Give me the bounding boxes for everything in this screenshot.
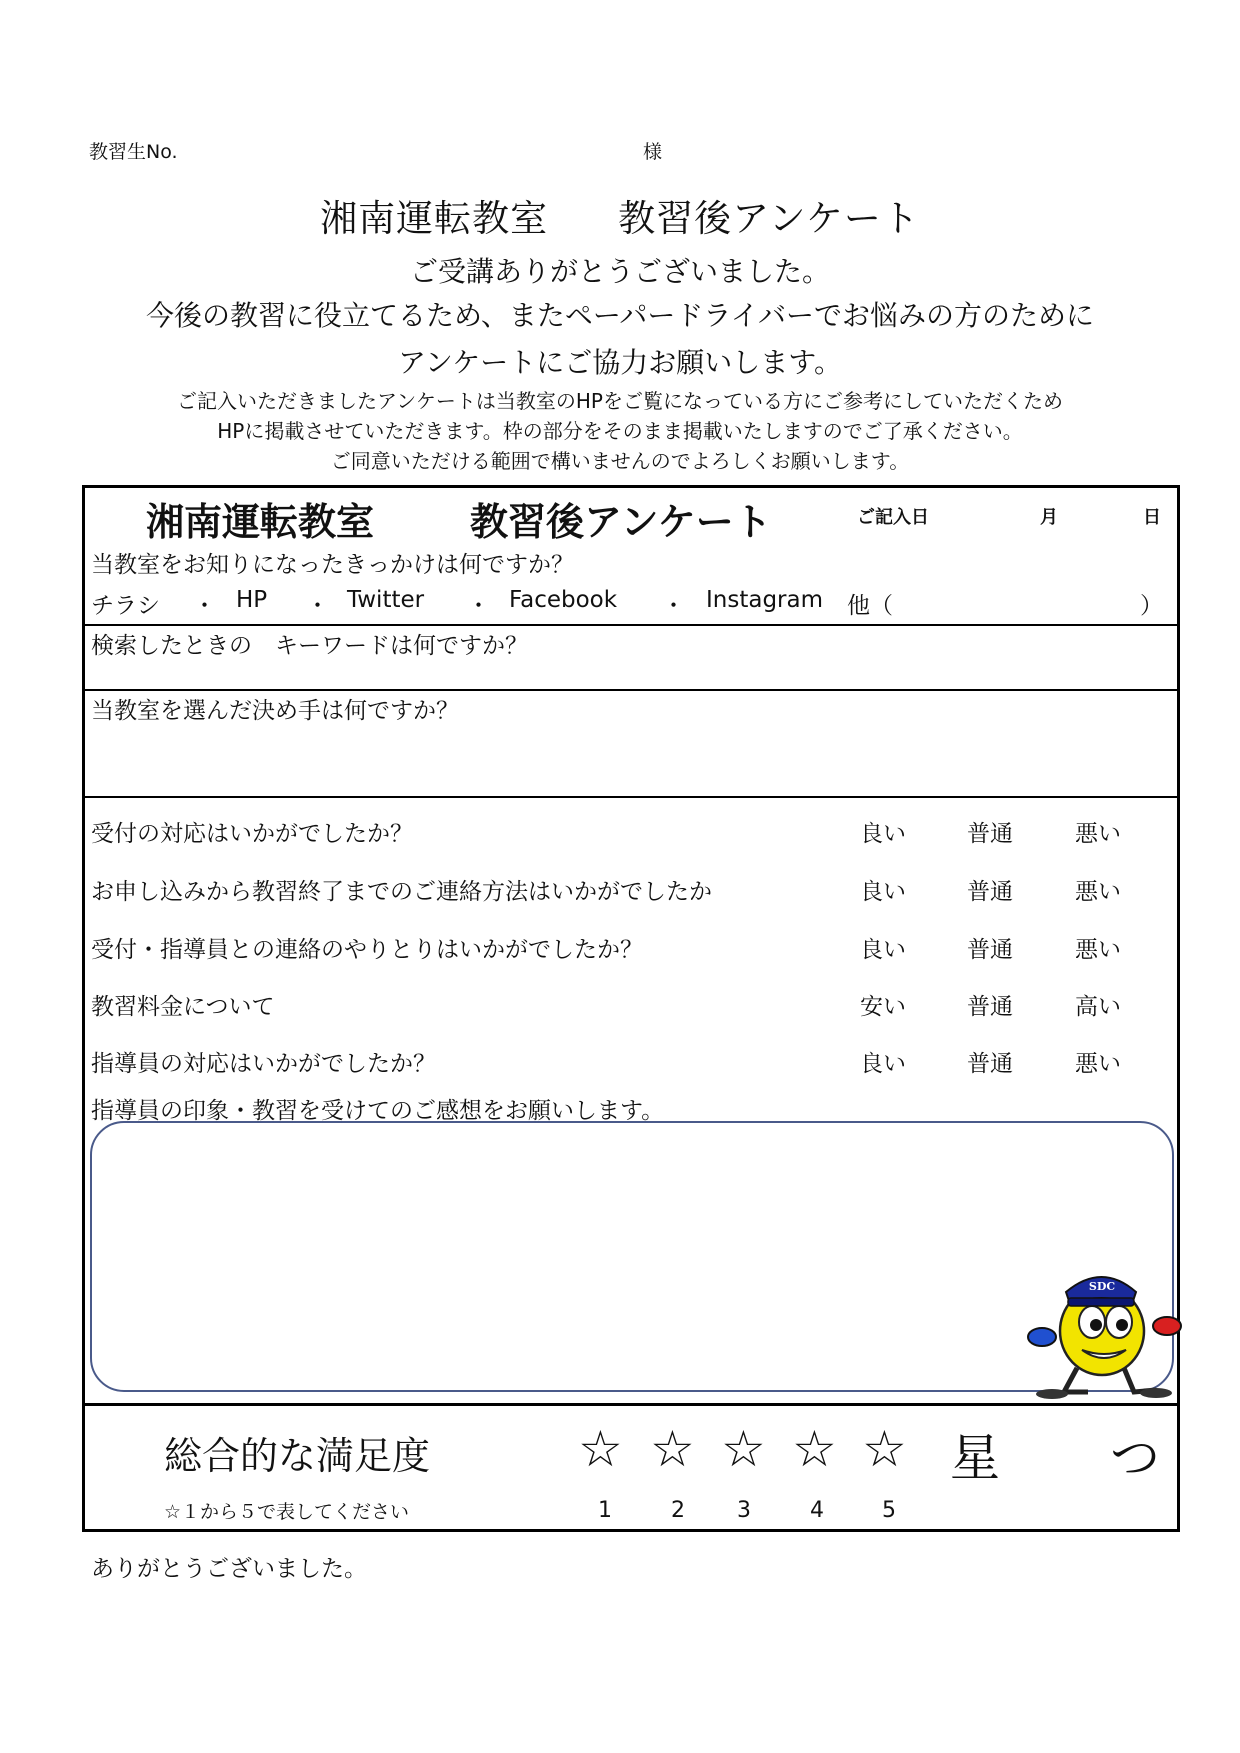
star-4[interactable]: ☆ xyxy=(792,1420,837,1478)
rating-option[interactable]: 普通 xyxy=(967,879,1013,905)
rating-option[interactable]: 悪い xyxy=(1075,821,1121,847)
rating-question: 指導員の対応はいかがでしたか？ xyxy=(91,1051,436,1077)
divider xyxy=(85,796,1177,798)
day-label: 日 xyxy=(1143,507,1161,528)
impression-comment-box[interactable] xyxy=(90,1121,1174,1392)
form-title-school: 湘南運転教室 xyxy=(146,500,375,544)
satisfaction-hint: ☆１から５で表してください xyxy=(164,1501,410,1523)
star-2[interactable]: ☆ xyxy=(650,1420,695,1478)
date-label: ご記入日 xyxy=(857,507,929,528)
star-number: 4 xyxy=(810,1498,824,1523)
intro-line-2: 今後の教習に役立てるため、またペーパードライバーでお悩みの方のために xyxy=(145,299,1095,332)
notice-line-3: ご同意いただける範囲で構いませんのでよろしくお願いします。 xyxy=(330,449,910,473)
question-source: 当教室をお知りになったきっかけは何ですか？ xyxy=(91,552,574,578)
star-number: 3 xyxy=(737,1498,751,1523)
source-option-instagram[interactable]: Instagram xyxy=(706,587,824,613)
divider xyxy=(85,689,1177,691)
thanks-footer: ありがとうございました。 xyxy=(91,1556,367,1582)
rating-question: 受付の対応はいかがでしたか？ xyxy=(91,821,413,847)
rating-option[interactable]: 普通 xyxy=(967,1051,1013,1077)
rating-option[interactable]: 普通 xyxy=(967,937,1013,963)
satisfaction-label: 総合的な満足度 xyxy=(164,1434,431,1478)
source-option-hp[interactable]: HP xyxy=(236,587,268,613)
star-3[interactable]: ☆ xyxy=(721,1420,766,1478)
honorific-label: 様 xyxy=(643,141,663,163)
rating-option[interactable]: 普通 xyxy=(967,994,1013,1020)
rating-option[interactable]: 高い xyxy=(1075,994,1121,1020)
star-unit-label: 星 xyxy=(950,1429,1000,1487)
rating-option[interactable]: 良い xyxy=(860,821,906,847)
form-title-survey: 教習後アンケート xyxy=(470,500,772,544)
rating-option[interactable]: 良い xyxy=(860,1051,906,1077)
source-separator: ・ xyxy=(306,593,329,619)
source-option-flyer[interactable]: チラシ xyxy=(91,593,160,619)
question-reason: 当教室を選んだ決め手は何ですか？ xyxy=(91,698,459,724)
star-counter-label: つ xyxy=(1110,1429,1160,1487)
student-number-label: 教習生No. xyxy=(89,141,178,163)
page-title-survey: 教習後アンケート xyxy=(618,197,920,240)
notice-line-2: HPに掲載させていただきます。枠の部分をそのまま掲載いたしますのでご了承ください。 xyxy=(217,419,1023,443)
question-impression: 指導員の印象・教習を受けてのご感想をお願いします。 xyxy=(91,1098,665,1124)
divider xyxy=(85,624,1177,626)
star-1[interactable]: ☆ xyxy=(578,1420,623,1478)
source-separator: ・ xyxy=(662,593,685,619)
rating-question: 教習料金について xyxy=(91,994,275,1020)
rating-question: 受付・指導員との連絡のやりとりはいかがでしたか？ xyxy=(91,937,643,963)
star-number: 5 xyxy=(882,1498,896,1523)
source-option-facebook[interactable]: Facebook xyxy=(509,587,618,613)
star-number: 1 xyxy=(598,1498,612,1523)
month-label: 月 xyxy=(1040,507,1058,528)
rating-option[interactable]: 悪い xyxy=(1075,1051,1121,1077)
star-5[interactable]: ☆ xyxy=(862,1420,907,1478)
divider xyxy=(82,1403,1180,1406)
mascot-character-icon xyxy=(1022,1262,1184,1402)
source-separator: ・ xyxy=(193,593,216,619)
page-title xyxy=(0,188,1240,242)
reason-answer-field[interactable] xyxy=(90,730,1170,790)
rating-option[interactable]: 悪い xyxy=(1075,879,1121,905)
intro-line-1: ご受講ありがとうございました。 xyxy=(409,255,830,288)
rating-question: お申し込みから教習終了までのご連絡方法はいかがでしたか xyxy=(91,879,712,905)
rating-option[interactable]: 良い xyxy=(860,937,906,963)
keyword-answer-field[interactable] xyxy=(90,660,1170,685)
question-keyword: 検索したときの キーワードは何ですか？ xyxy=(91,633,528,659)
rating-option[interactable]: 安い xyxy=(860,994,906,1020)
mascot-cap-text: SDC xyxy=(1088,1280,1116,1293)
notice-line-1: ご記入いただきましたアンケートは当教室のHPをご覧になっている方にご参考にしていただくため xyxy=(177,389,1063,413)
rating-option[interactable]: 悪い xyxy=(1075,937,1121,963)
rating-option[interactable]: 普通 xyxy=(967,821,1013,847)
page-title-school: 湘南運転教室 xyxy=(320,197,549,240)
source-separator: ・ xyxy=(467,593,490,619)
source-other-close-paren: ） xyxy=(1140,593,1163,619)
rating-option[interactable]: 良い xyxy=(860,879,906,905)
source-option-twitter[interactable]: Twitter xyxy=(347,587,425,613)
source-option-other[interactable]: 他（ xyxy=(847,593,893,619)
intro-line-3: アンケートにご協力お願いします。 xyxy=(397,346,843,379)
star-number: 2 xyxy=(671,1498,685,1523)
